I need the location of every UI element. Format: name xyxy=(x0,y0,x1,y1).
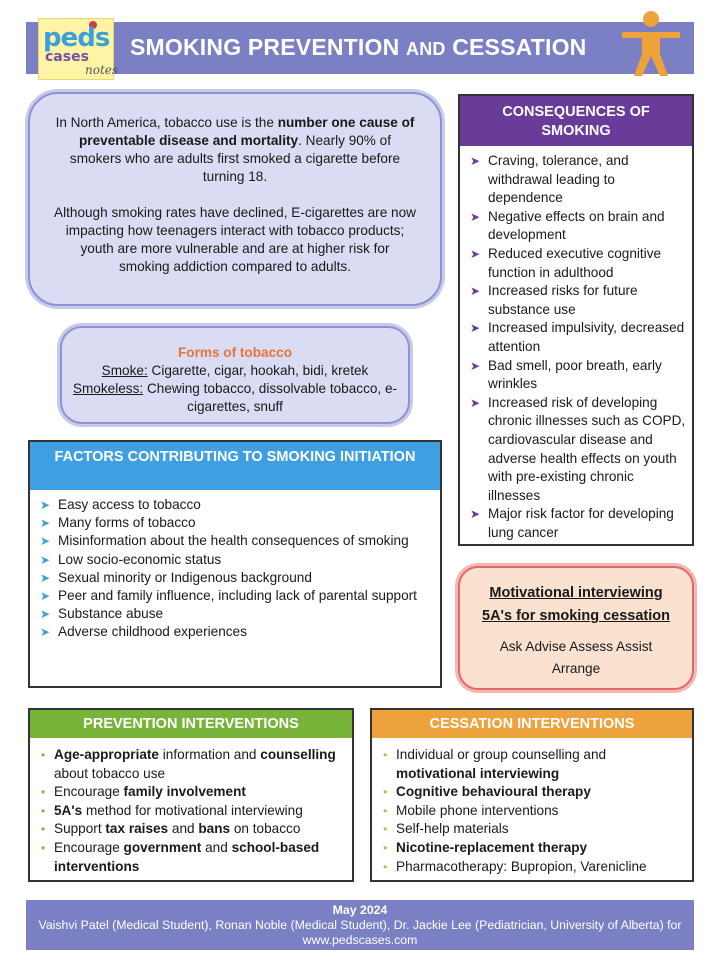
list-item xyxy=(40,623,432,641)
list-item xyxy=(470,394,686,506)
item-text: Sexual minority or Indigenous background xyxy=(58,569,312,585)
title-and: AND xyxy=(406,39,446,59)
list-item xyxy=(40,569,432,587)
smoke-label: Smoke: xyxy=(101,363,148,378)
list-item xyxy=(382,746,684,783)
arrow-bullet-icon: ➤ xyxy=(40,498,51,512)
footer-credits xyxy=(26,900,694,950)
consequences-panel xyxy=(458,94,694,546)
bullet-dot-icon: • xyxy=(41,840,46,855)
consequences-title: CONSEQUENCES OF SMOKING xyxy=(460,96,692,146)
item-text: Pharmacotherapy: Bupropion, Varenicline xyxy=(396,858,647,874)
bold-text: motivational interviewing xyxy=(396,765,560,781)
item-text: Reduced executive cognitive function in adulthood xyxy=(488,245,662,280)
list-item xyxy=(382,820,684,839)
item-text: and xyxy=(168,821,199,837)
page-title xyxy=(130,34,586,61)
list-item xyxy=(470,208,686,245)
list-item xyxy=(470,319,686,356)
arrow-bullet-icon: ➤ xyxy=(40,552,51,567)
arrow-bullet-icon: ➤ xyxy=(470,507,481,522)
list-item xyxy=(382,858,684,877)
person-icon xyxy=(618,10,684,78)
intro-callout xyxy=(28,92,442,306)
intro-p1-bold: number one cause of preventable disease and mortality xyxy=(78,115,415,148)
bold-text: government xyxy=(123,839,202,855)
arrow-bullet-icon: ➤ xyxy=(470,358,481,373)
item-text: information and xyxy=(159,747,261,762)
forms-smokeless-line xyxy=(72,380,398,416)
title-main: SMOKING PREVENTION xyxy=(130,34,406,60)
arrow-bullet-icon: ➤ xyxy=(470,246,481,261)
item-text: Negative effects on brain and development xyxy=(488,208,665,243)
arrow-bullet-icon: ➤ xyxy=(470,209,481,224)
prevention-list xyxy=(30,738,352,876)
arrow-bullet-icon: ➤ xyxy=(470,321,481,336)
bullet-dot-icon: • xyxy=(41,822,46,837)
item-text: method for motivational interviewing xyxy=(82,802,303,818)
list-item xyxy=(382,839,684,858)
forms-title: Forms of tobacco xyxy=(177,345,293,360)
list-item xyxy=(470,245,686,282)
bullet-dot-icon: • xyxy=(383,748,388,762)
item-text: Mobile phone interventions xyxy=(396,802,559,818)
bullet-dot-icon: • xyxy=(383,859,388,874)
item-text: Increased risks for future substance use xyxy=(488,283,638,317)
logo-notes: notes xyxy=(85,63,119,77)
arrow-bullet-icon: ➤ xyxy=(40,534,51,549)
factors-list xyxy=(30,490,440,642)
list-item xyxy=(382,802,684,821)
bold-text: school-based interventions xyxy=(54,839,320,874)
arrow-bullet-icon: ➤ xyxy=(470,284,481,299)
cessation-list xyxy=(372,738,692,876)
item-text: Craving, tolerance, and withdrawal leading to dependence xyxy=(488,153,629,206)
smokeless-text: Chewing tobacco, dissolvable tobacco, e-cigarettes, snuff xyxy=(143,381,398,414)
prevention-panel xyxy=(28,708,354,882)
steps-line-1: Ask Advise Assess Assist xyxy=(499,639,653,654)
bullet-dot-icon: • xyxy=(383,822,388,837)
title-end: CESSATION xyxy=(445,34,587,60)
steps-line-2: Arrange xyxy=(551,661,601,676)
motivational-interviewing-box xyxy=(458,566,694,690)
item-text: on tobacco xyxy=(230,821,301,837)
bullet-dot-icon: • xyxy=(383,803,388,818)
item-text: Easy access to tobacco xyxy=(58,497,201,512)
consequences-list xyxy=(460,146,692,542)
intro-paragraph-1 xyxy=(54,114,416,186)
item-text: about tobacco use xyxy=(54,765,166,781)
footer-date: May 2024 xyxy=(332,903,388,917)
factors-title: FACTORS CONTRIBUTING TO SMOKING INITIATION xyxy=(30,442,440,490)
list-item xyxy=(40,532,432,550)
bullet-dot-icon: • xyxy=(41,785,46,800)
item-text: Support xyxy=(54,821,106,837)
motivational-title-1: Motivational interviewing xyxy=(489,585,663,601)
bullet-dot-icon: • xyxy=(41,748,46,762)
motivational-steps xyxy=(460,636,692,680)
list-item xyxy=(40,783,344,802)
arrow-bullet-icon: ➤ xyxy=(40,625,51,640)
logo-peds: peds xyxy=(43,23,110,53)
forms-smoke-line xyxy=(72,362,398,380)
item-text: Many forms of tobacco xyxy=(58,515,196,531)
arrow-bullet-icon: ➤ xyxy=(470,154,481,168)
intro-paragraph-2: Although smoking rates have declined, E-cigarettes are now impacting how teenagers interact with tobacco products; youth are more vulnerable and are at higher risk for smoking addiction compared to adults. xyxy=(54,205,416,274)
item-text: and xyxy=(201,839,232,855)
factors-panel xyxy=(28,440,442,688)
list-item xyxy=(40,496,432,514)
forms-of-tobacco-box xyxy=(60,326,410,424)
motivational-title-2: 5A's for smoking cessation xyxy=(482,608,670,624)
bullet-dot-icon: • xyxy=(383,785,388,800)
arrow-bullet-icon: ➤ xyxy=(40,570,51,585)
logo-cases: cases xyxy=(45,49,89,65)
arrow-bullet-icon: ➤ xyxy=(40,607,51,622)
list-item xyxy=(382,783,684,802)
bold-text: Nicotine-replacement therapy xyxy=(396,839,588,855)
bold-text: tax raises xyxy=(105,821,169,837)
list-item xyxy=(40,746,344,783)
smokeless-label: Smokeless: xyxy=(72,381,144,396)
cessation-panel xyxy=(370,708,694,882)
pedscases-logo xyxy=(38,18,119,80)
item-text: Major risk factor for developing lung cancer xyxy=(488,506,674,540)
list-item xyxy=(40,802,344,821)
list-item xyxy=(470,505,686,542)
bold-text: Cognitive behavioural therapy xyxy=(396,784,591,800)
cessation-title: CESSATION INTERVENTIONS xyxy=(372,710,692,738)
item-text: Adverse childhood experiences xyxy=(58,624,247,640)
bullet-dot-icon: • xyxy=(41,803,46,818)
item-text: Misinformation about the health consequences of smoking xyxy=(58,533,409,549)
item-text: Bad smell, poor breath, early wrinkles xyxy=(488,357,662,392)
bold-text: bans xyxy=(198,821,231,837)
bold-text: counselling xyxy=(260,747,336,762)
intro-p1-text: In North America, tobacco use is the xyxy=(55,115,278,130)
item-text: Peer and family influence, including lack of parental support xyxy=(58,588,417,604)
list-item xyxy=(40,839,344,876)
item-text: Substance abuse xyxy=(58,606,164,622)
prevention-title: PREVENTION INTERVENTIONS xyxy=(30,710,352,738)
intro-p1-after: . Nearly 90% of smokers who are adults first smoked a cigarette before turning 18. xyxy=(69,133,401,184)
list-item xyxy=(470,282,686,319)
list-item xyxy=(40,514,432,532)
list-item xyxy=(40,551,432,569)
list-item xyxy=(40,587,432,605)
item-text: Increased risk of developing chronic illnesses such as COPD, cardiovascular disease and adverse health effects on youth with pre-existing chronic illnesses xyxy=(488,394,686,503)
arrow-bullet-icon: ➤ xyxy=(470,395,481,410)
smoke-text: Cigarette, cigar, hookah, bidi, kretek xyxy=(147,363,369,378)
list-item xyxy=(470,357,686,394)
list-item xyxy=(40,820,344,839)
bold-text: family involvement xyxy=(123,784,246,800)
list-item xyxy=(470,152,686,208)
item-text: Encourage xyxy=(54,839,124,855)
bold-text: 5A's xyxy=(54,802,83,818)
arrow-bullet-icon: ➤ xyxy=(40,516,51,531)
bold-text: Age-appropriate xyxy=(54,747,159,762)
item-text: Low socio-economic status xyxy=(58,551,222,567)
item-text: Individual or group counselling and xyxy=(396,747,607,762)
bullet-dot-icon: • xyxy=(383,840,388,855)
arrow-bullet-icon: ➤ xyxy=(40,589,51,604)
item-text: Increased impulsivity, decreased attention xyxy=(488,320,685,354)
list-item xyxy=(40,605,432,623)
item-text: Self-help materials xyxy=(396,821,509,837)
footer-authors: Vaishvi Patel (Medical Student), Ronan Noble (Medical Student), Dr. Jackie Lee (Pediatrician, University of Alberta) for www.pedscases.com xyxy=(38,918,682,947)
item-text: Encourage xyxy=(54,784,124,800)
